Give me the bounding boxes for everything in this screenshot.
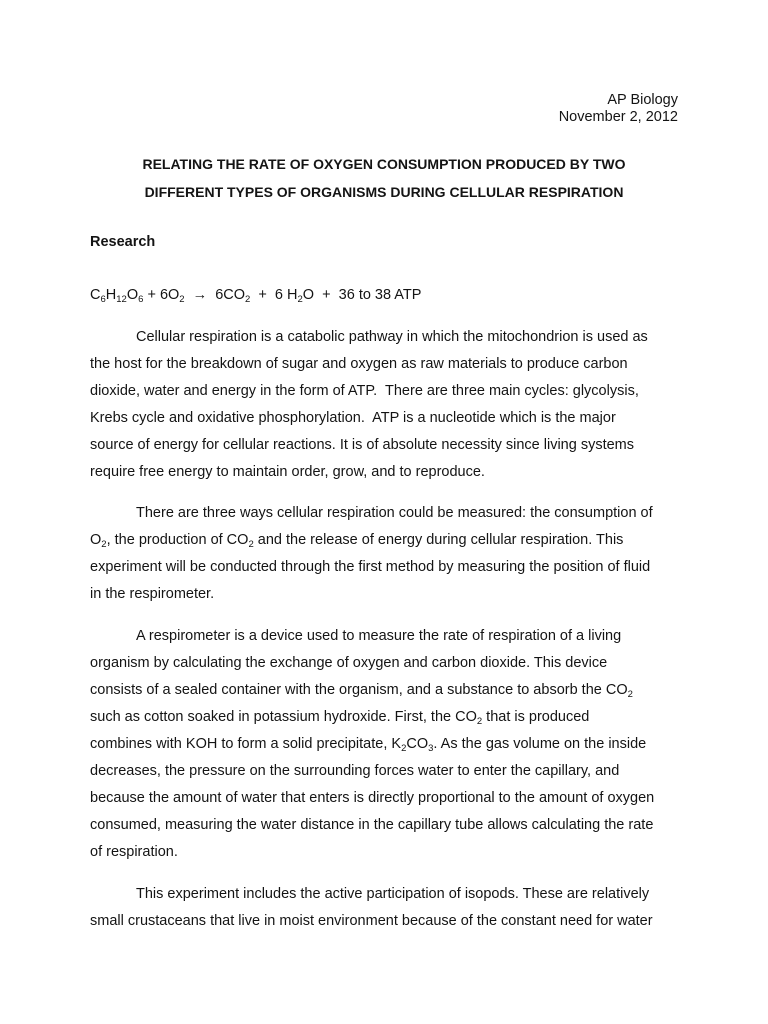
paragraph-3-line-9: of respiration. bbox=[90, 844, 178, 860]
paragraph-2-line-3: experiment will be conducted through the first method by measuring the position of fluid bbox=[90, 559, 651, 575]
paragraph-3-line-8: consumed, measuring the water distance in the capillary tube allows calculating the rate bbox=[90, 817, 654, 833]
section-heading: Research bbox=[90, 234, 156, 250]
reaction-arrow: → bbox=[184, 287, 216, 303]
document-date: November 2, 2012 bbox=[558, 109, 678, 125]
document-header bbox=[559, 92, 678, 126]
title-line-1: RELATING THE RATE OF OXYGEN CONSUMPTION PRODUCED BY TWO bbox=[142, 156, 626, 172]
document-title bbox=[90, 150, 678, 206]
paragraph-3-line-2: organism by calculating the exchange of oxygen and carbon dioxide. This device bbox=[90, 655, 608, 671]
paragraph-2-line-1: There are three ways cellular respiration could be measured: the consumption of bbox=[136, 505, 653, 521]
paragraph-1-line-3: dioxide, water and energy in the form of ATP. There are three main cycles: glycolysis, bbox=[90, 383, 639, 399]
paragraph-1-line-4: Krebs cycle and oxidative phosphorylation. ATP is a nucleotide which is the major bbox=[90, 410, 616, 426]
paragraph-3-line-4: such as cotton soaked in potassium hydroxide. First, the $CO_2$ that is produced bbox=[90, 709, 590, 727]
course-name: AP Biology bbox=[607, 92, 678, 108]
paragraph-2-line-2: $O_2$, the production of $CO_2$ and the release of energy during cellular respiration. This bbox=[90, 532, 624, 550]
paragraph-3-line-5: combines with KOH to form a solid precipitate, $K_2CO_3$. As the gas volume on the inside bbox=[90, 736, 647, 754]
paragraph-3-line-3: consists of a sealed container with the organism, and a substance to absorb the $CO_2$ bbox=[90, 682, 633, 700]
paragraph-3-line-6: decreases, the pressure on the surrounding forces water to enter the capillary, and bbox=[90, 763, 620, 779]
paragraph-1-line-6: require free energy to maintain order, grow, and to reproduce. bbox=[90, 464, 485, 480]
paragraph-4-line-1: This experiment includes the active participation of isopods. These are relatively bbox=[136, 886, 650, 902]
paragraph-4-line-2: small crustaceans that live in moist environment because of the constant need for water bbox=[90, 913, 653, 929]
paragraph-3-line-7: because the amount of water that enters is directly proportional to the amount of oxygen bbox=[90, 790, 655, 806]
paragraph-3-line-1: A respirometer is a device used to measure the rate of respiration of a living bbox=[136, 628, 622, 644]
paragraph-2-line-4: in the respirometer. bbox=[90, 586, 215, 602]
title-line-2: DIFFERENT TYPES OF ORGANISMS DURING CELLULAR RESPIRATION bbox=[144, 184, 624, 200]
respiration-equation: $C_6H_{12}O_6 + 6O_2 \to 6CO_2 + 6$ $H_2O + 36$ to 38 ATP bbox=[90, 287, 422, 305]
paragraph-1-line-1: Cellular respiration is a catabolic pathway in which the mitochondrion is used as bbox=[136, 329, 648, 345]
paragraph-1-line-2: the host for the breakdown of sugar and oxygen as raw materials to produce carbon bbox=[90, 356, 628, 372]
paragraph-1-line-5: source of energy for cellular reactions. It is of absolute necessity since living systems bbox=[90, 437, 634, 453]
